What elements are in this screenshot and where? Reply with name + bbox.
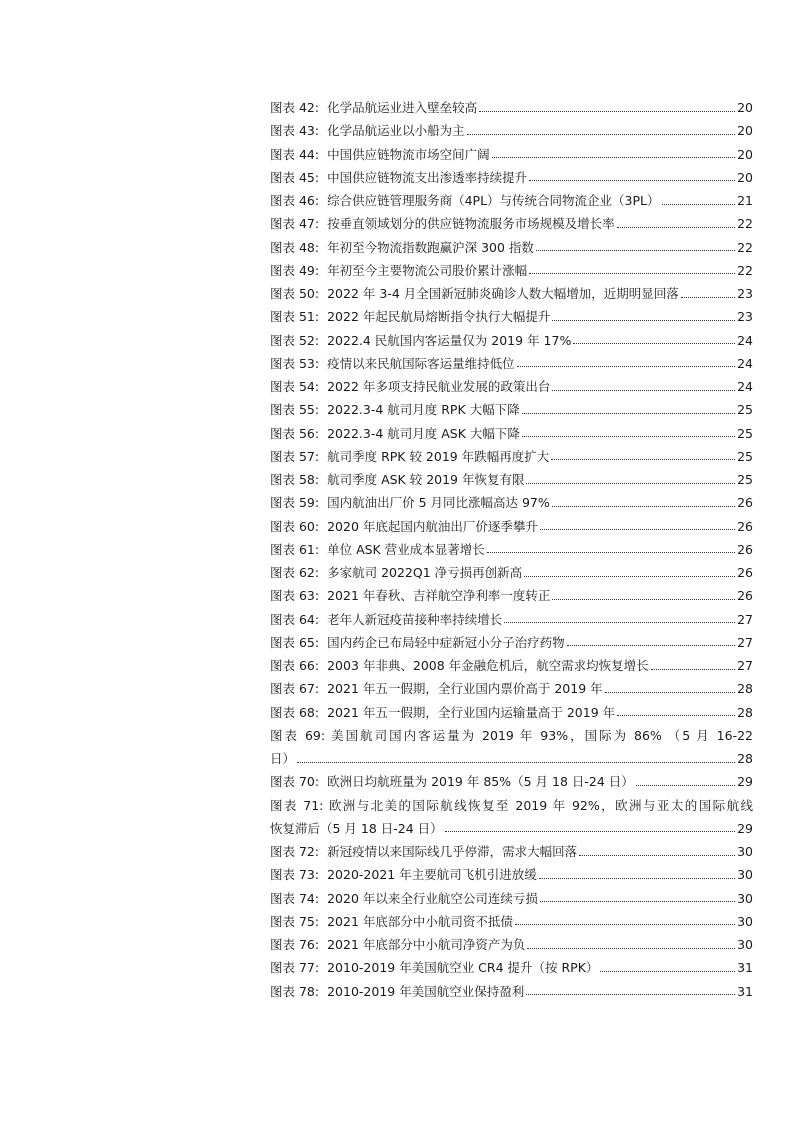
toc-entry-title: 2022 年多项支持民航业发展的政策出台 [327, 379, 551, 394]
toc-entry[interactable] [270, 445, 753, 468]
toc-entry-page-number: 25 [737, 448, 753, 464]
toc-entry-page-number: 25 [737, 425, 753, 441]
toc-entry-page-number: 22 [737, 216, 753, 232]
toc-entry-label: 图表 50: [270, 286, 320, 301]
toc-entry[interactable] [270, 677, 753, 700]
toc-entry[interactable] [270, 259, 753, 282]
toc-entry-page-number: 24 [737, 332, 753, 348]
toc-entry[interactable] [270, 468, 753, 491]
toc-entry-title: 2010-2019 年美国航空业保持盈利 [327, 983, 525, 999]
toc-entry-title: 化学品航运业进入壁垒较高 [327, 100, 478, 115]
toc-entry-title: 2021 年春秋、吉祥航空净利率一度转正 [327, 588, 551, 604]
toc-entry-label: 图表 53: [270, 355, 320, 371]
toc-entry-title: 2021 年五一假期，全行业国内票价高于 2019 年 [327, 681, 603, 697]
table-of-figures [270, 96, 753, 1003]
toc-entry[interactable] [270, 608, 753, 631]
toc-entry-label: 图表 59: [270, 495, 320, 511]
dot-leader [540, 892, 735, 904]
toc-entry-title-continued: 日） [270, 751, 296, 766]
dot-leader [552, 497, 735, 509]
dot-leader [536, 241, 735, 253]
toc-entry-page-number: 26 [737, 565, 753, 580]
toc-entry[interactable] [270, 956, 753, 979]
dot-leader [636, 776, 735, 788]
toc-entry-label: 图表 56: [270, 425, 320, 441]
toc-entry-page-number: 30 [737, 844, 753, 859]
toc-entry-label: 图表 71: [270, 797, 324, 813]
toc-entry-page-number: 26 [737, 495, 753, 511]
toc-entry-title: 2010-2019 年美国航空业 CR4 提升（按 RPK） [327, 960, 599, 976]
toc-entry-title: 2022 年起民航局熔断指令执行大幅提升 [327, 309, 551, 325]
toc-entry-title: 2022 年 3-4 月全国新冠肺炎确诊人数大幅增加，近期明显回落 [327, 286, 679, 301]
toc-entry-label: 图表 74: [270, 890, 320, 906]
toc-entry-label: 图表 47: [270, 216, 320, 232]
dot-leader [552, 311, 735, 323]
toc-entry[interactable] [270, 933, 753, 956]
toc-entry[interactable] [270, 910, 753, 933]
toc-entry-title: 年初至今物流指数跑赢沪深 300 指数 [327, 239, 534, 255]
toc-entry-page-number: 21 [737, 193, 753, 208]
toc-entry[interactable] [270, 96, 753, 119]
dot-leader [551, 450, 735, 462]
toc-entry[interactable] [270, 236, 753, 259]
toc-entry-label: 图表 54: [270, 379, 320, 394]
toc-entry[interactable] [270, 701, 753, 724]
toc-entry-label: 图表 67: [270, 681, 320, 697]
dot-leader [522, 427, 735, 439]
toc-entry[interactable] [270, 515, 753, 538]
toc-entry[interactable] [270, 584, 753, 607]
toc-entry-label: 图表 43: [270, 123, 320, 139]
toc-entry-page-number: 27 [737, 611, 753, 627]
dot-leader [573, 334, 735, 346]
toc-entry-title: 年初至今主要物流公司股价累计涨幅 [327, 262, 528, 278]
toc-entry-page-number: 30 [737, 937, 753, 952]
toc-entry-page-number: 29 [737, 820, 753, 836]
toc-entry-label: 图表 65: [270, 634, 320, 650]
dot-leader [662, 195, 735, 207]
toc-entry-label: 图表 66: [270, 658, 320, 673]
toc-entry[interactable] [270, 840, 753, 863]
dot-leader [600, 962, 735, 974]
toc-entry-label: 图表 44: [270, 146, 320, 162]
toc-entry-title: 国内航油出厂价 5 月同比涨幅高达 97% [327, 495, 550, 511]
toc-entry-title: 综合供应链管理服务商（4PL）与传统合同物流企业（3PL） [327, 193, 660, 208]
toc-entry-title: 国内药企已布局轻中症新冠小分子治疗药物 [327, 634, 565, 650]
toc-entry-title: 2003 年非典、2008 年金融危机后，航空需求均恢复增长 [327, 658, 649, 673]
toc-entry[interactable] [270, 398, 753, 421]
toc-entry-title: 中国供应链物流市场空间广阔 [327, 146, 490, 162]
toc-entry-page-number: 22 [737, 262, 753, 278]
toc-entry-page-number: 30 [737, 890, 753, 906]
toc-entry[interactable] [270, 770, 753, 793]
dot-leader [552, 381, 735, 393]
toc-entry-first-line [270, 794, 753, 817]
dot-leader [579, 846, 735, 858]
toc-entry[interactable] [270, 538, 753, 561]
toc-entry-label: 图表 52: [270, 332, 320, 348]
toc-entry-label: 图表 46: [270, 193, 320, 208]
toc-entry-page-number: 26 [737, 541, 753, 557]
toc-entry-title: 老年人新冠疫苗接种率持续增长 [327, 611, 503, 627]
toc-entry-page-number: 28 [737, 704, 753, 720]
toc-entry[interactable] [270, 189, 753, 212]
toc-entry-page-number: 26 [737, 588, 753, 604]
toc-entry-page-number: 25 [737, 402, 753, 418]
toc-entry-title: 欧洲日均航班量为 2019 年 85%（5 月 18 日-24 日） [327, 774, 634, 790]
dot-leader [567, 636, 735, 648]
dot-leader [651, 660, 735, 672]
toc-entry[interactable] [270, 143, 753, 166]
toc-entry-page-number: 30 [737, 867, 753, 883]
toc-entry-title: 2021 年底部分中小航司资不抵债 [327, 913, 513, 929]
toc-entry[interactable] [270, 887, 753, 910]
toc-entry[interactable] [270, 282, 753, 305]
toc-entry-page-number: 20 [737, 146, 753, 162]
toc-entry-title: 2021 年底部分中小航司净资产为负 [327, 937, 526, 952]
toc-entry[interactable] [270, 119, 753, 142]
toc-entry[interactable] [270, 212, 753, 235]
dot-leader [527, 939, 735, 951]
toc-entry-label: 图表 69: [270, 727, 326, 743]
toc-entry-page-number: 28 [737, 681, 753, 697]
dot-leader [552, 590, 735, 602]
toc-entry-title: 中国供应链物流支出渗透率持续提升 [327, 169, 528, 185]
toc-entry[interactable] [270, 375, 753, 398]
toc-entry-label: 图表 76: [270, 937, 320, 952]
toc-entry-title: 2020 年以来全行业航空公司连续亏损 [327, 890, 538, 906]
dot-leader [492, 148, 735, 160]
dot-leader [515, 915, 735, 927]
dot-leader [526, 474, 735, 486]
dot-leader [487, 543, 735, 555]
toc-entry-page-number: 30 [737, 913, 753, 929]
dot-leader [522, 404, 735, 416]
dot-leader [524, 567, 735, 579]
toc-entry-title: 2022.4 民航国内客运量仅为 2019 年 17% [327, 332, 572, 348]
toc-entry-title: 2022.3-4 航司月度 RPK 大幅下降 [327, 402, 520, 418]
toc-entry-label: 图表 75: [270, 913, 320, 929]
toc-entry-page-number: 24 [737, 379, 753, 394]
toc-entry-page-number: 24 [737, 355, 753, 371]
toc-entry-title: 美国航司国内客运量为 2019 年 93%，国际为 86% （5 月 16-22 [331, 727, 753, 743]
toc-entry-page-number: 27 [737, 658, 753, 673]
dot-leader [526, 985, 735, 997]
toc-entry-label: 图表 78: [270, 983, 320, 999]
toc-entry[interactable] [270, 329, 753, 352]
toc-entry-label: 图表 62: [270, 565, 320, 580]
toc-entry[interactable] [270, 166, 753, 189]
dot-leader [605, 683, 735, 695]
toc-entry-label: 图表 58: [270, 472, 320, 487]
toc-entry[interactable] [270, 863, 753, 886]
toc-entry[interactable] [270, 491, 753, 514]
dot-leader [617, 218, 735, 230]
toc-entry[interactable] [270, 631, 753, 654]
toc-entry-page-number: 23 [737, 286, 753, 301]
toc-entry-label: 图表 49: [270, 262, 320, 278]
toc-entry-first-line [270, 724, 753, 747]
toc-entry-label: 图表 70: [270, 774, 320, 790]
toc-entry-page-number: 28 [737, 751, 753, 766]
toc-entry-title: 疫情以来民航国际客运量维持低位 [327, 355, 515, 371]
toc-entry[interactable] [270, 654, 753, 677]
toc-entry-label: 图表 42: [270, 100, 320, 115]
dot-leader [517, 357, 735, 369]
toc-entry-page-number: 20 [737, 169, 753, 185]
toc-entry-label: 图表 51: [270, 309, 320, 325]
toc-entry-label: 图表 57: [270, 448, 320, 464]
toc-entry[interactable] [270, 305, 753, 328]
toc-entry[interactable] [270, 352, 753, 375]
dot-leader [681, 288, 735, 300]
toc-entry-label: 图表 63: [270, 588, 320, 604]
toc-entry-label: 图表 68: [270, 704, 320, 720]
toc-entry-label: 图表 48: [270, 239, 320, 255]
toc-entry-title: 按垂直领域划分的供应链物流服务市场规模及增长率 [327, 216, 615, 232]
toc-entry-page-number: 20 [737, 100, 753, 115]
dot-leader [479, 102, 735, 114]
toc-entry-page-number: 25 [737, 472, 753, 487]
dot-leader [445, 822, 735, 834]
toc-entry-page-number: 27 [737, 634, 753, 650]
toc-entry-title: 2020 年底起国内航油出厂价逐季攀升 [327, 518, 538, 534]
toc-entry-title: 欧洲与北美的国际航线恢复至 2019 年 92%，欧洲与亚太的国际航线 [328, 797, 753, 813]
toc-entry-title: 新冠疫情以来国际线几乎停滞，需求大幅回落 [327, 844, 578, 859]
toc-entry-label: 图表 60: [270, 518, 320, 534]
toc-entry-page-number: 31 [737, 983, 753, 999]
toc-entry-title: 航司季度 ASK 较 2019 年恢复有限 [327, 472, 525, 487]
dot-leader [540, 520, 735, 532]
dot-leader [529, 264, 735, 276]
toc-entry-second-line [270, 817, 753, 840]
toc-entry-title: 单位 ASK 营业成本显著增长 [327, 541, 485, 557]
toc-entry-label: 图表 77: [270, 960, 320, 976]
dot-leader [467, 125, 735, 137]
dot-leader [297, 753, 735, 765]
toc-entry-title: 多家航司 2022Q1 净亏损再创新高 [327, 565, 523, 580]
toc-entry[interactable] [270, 724, 753, 771]
toc-entry-title: 2021 年五一假期，全行业国内运输量高于 2019 年 [327, 704, 616, 720]
toc-entry-label: 图表 64: [270, 611, 320, 627]
toc-entry-page-number: 23 [737, 309, 753, 325]
toc-entry-page-number: 31 [737, 960, 753, 976]
toc-entry[interactable] [270, 422, 753, 445]
toc-entry-second-line [270, 747, 753, 770]
dot-leader [617, 706, 735, 718]
toc-entry-page-number: 20 [737, 123, 753, 139]
toc-entry-title: 航司季度 RPK 较 2019 年跌幅再度扩大 [327, 448, 550, 464]
toc-entry[interactable] [270, 561, 753, 584]
toc-entry-label: 图表 72: [270, 844, 320, 859]
toc-entry-title: 化学品航运业以小船为主 [327, 123, 465, 139]
toc-entry-label: 图表 61: [270, 541, 320, 557]
toc-entry-label: 图表 73: [270, 867, 320, 883]
toc-entry-title-continued: 恢复滞后（5 月 18 日-24 日） [270, 820, 443, 836]
toc-entry-label: 图表 45: [270, 169, 320, 185]
toc-entry-label: 图表 55: [270, 402, 320, 418]
dot-leader [504, 613, 735, 625]
dot-leader [529, 171, 735, 183]
toc-entry[interactable] [270, 794, 753, 841]
toc-entry-page-number: 29 [737, 774, 753, 790]
toc-entry[interactable] [270, 980, 753, 1003]
toc-entry-page-number: 26 [737, 518, 753, 534]
toc-entry-page-number: 22 [737, 239, 753, 255]
dot-leader [539, 869, 735, 881]
toc-entry-title: 2022.3-4 航司月度 ASK 大幅下降 [327, 425, 520, 441]
toc-entry-title: 2020-2021 年主要航司飞机引进放缓 [327, 867, 537, 883]
